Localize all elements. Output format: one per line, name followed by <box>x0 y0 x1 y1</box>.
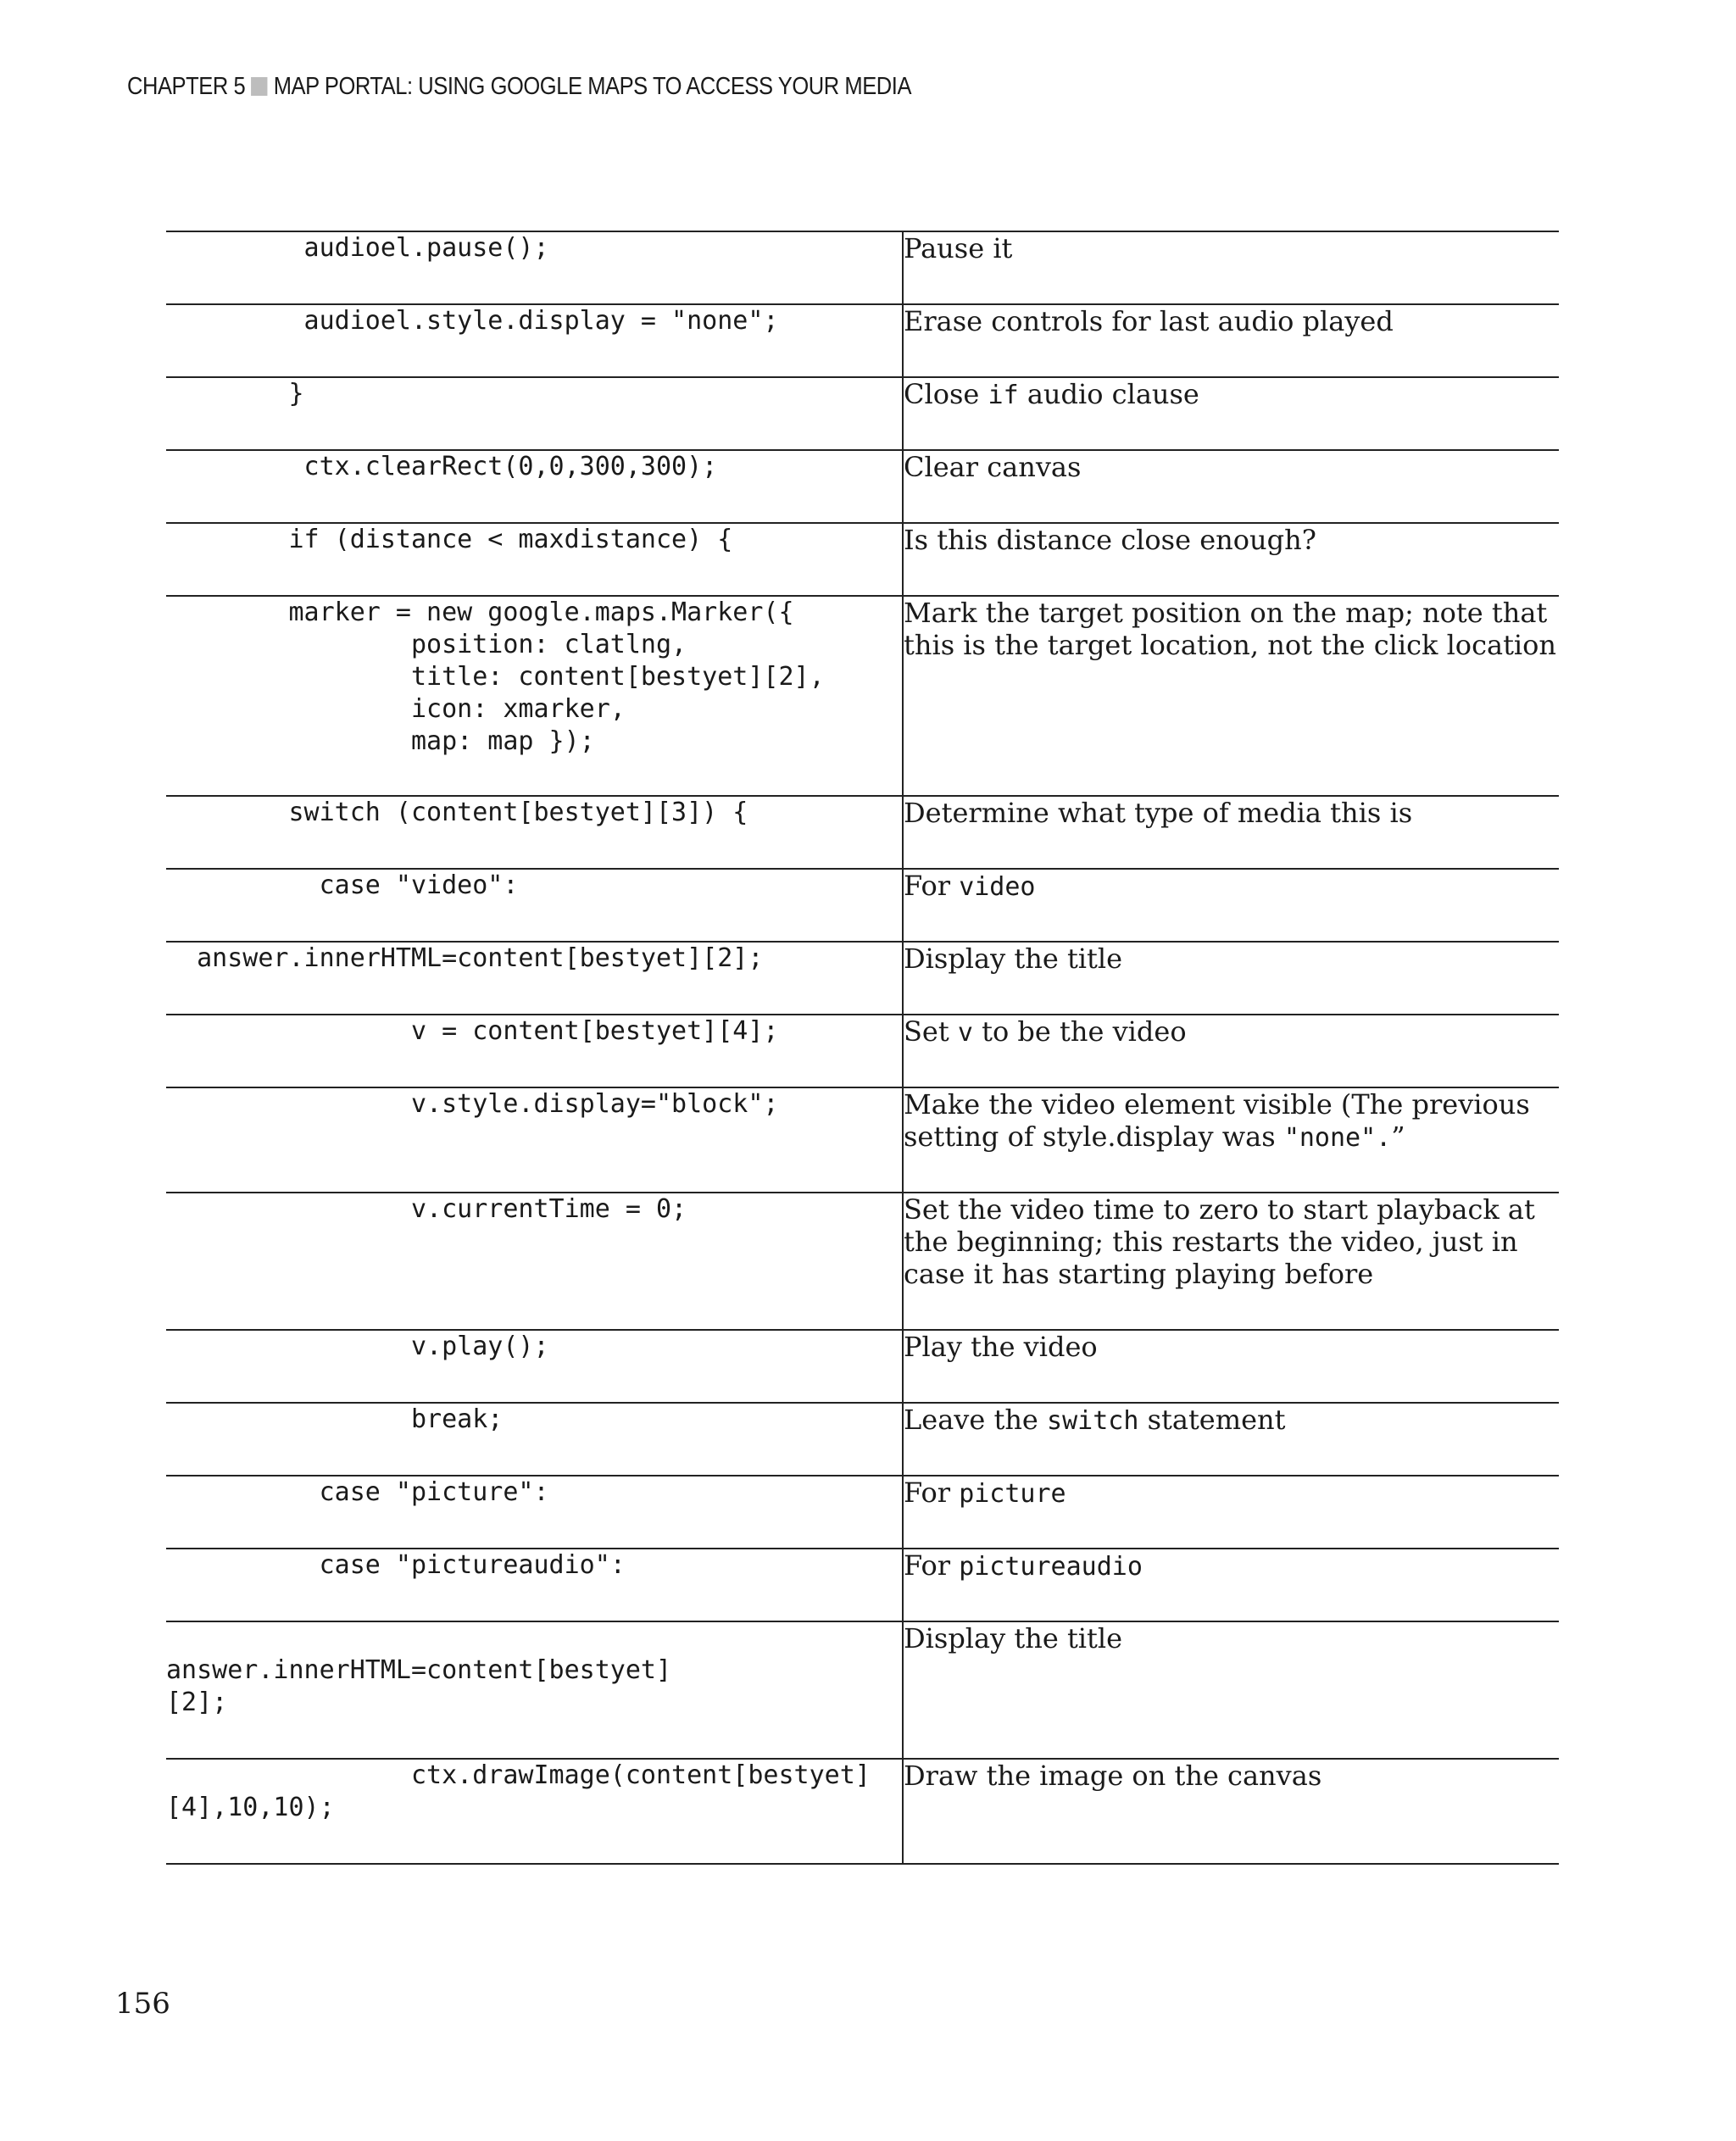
description-text: Make the video element visible (The previous setting of style.display was <box>904 1088 1530 1153</box>
description-cell <box>903 1403 1559 1476</box>
description-text: Mark the target position on the map; note that this is the target location, not the click location <box>904 597 1557 661</box>
table-row <box>166 596 1559 796</box>
description-text: For <box>904 870 960 902</box>
description-text: Clear canvas <box>904 451 1082 483</box>
inline-code: pictureaudio <box>959 1552 1143 1582</box>
square-separator-icon <box>251 77 267 96</box>
description-text: Play the video <box>904 1331 1098 1363</box>
description-cell <box>903 377 1559 450</box>
code-cell: answer.innerHTML=content[bestyet][2]; <box>166 942 903 1015</box>
code-cell: } <box>166 377 903 450</box>
table-row <box>166 1759 1559 1864</box>
code-cell: v.style.display="block"; <box>166 1087 903 1193</box>
description-cell <box>903 869 1559 942</box>
inline-code: video <box>959 872 1036 902</box>
description-text: For <box>904 1476 960 1509</box>
description-text: Set <box>904 1015 958 1048</box>
code-cell: ctx.clearRect(0,0,300,300); <box>166 450 903 523</box>
table-row <box>166 1015 1559 1087</box>
description-cell <box>903 231 1559 304</box>
description-cell <box>903 523 1559 596</box>
description-cell <box>903 1759 1559 1864</box>
table-row <box>166 1476 1559 1549</box>
table-row <box>166 796 1559 869</box>
code-cell: marker = new google.maps.Marker({ position: clatlng, title: content[bestyet][2], icon: xmarker, map: map }); <box>166 596 903 796</box>
description-text: Pause it <box>904 232 1013 264</box>
table-row <box>166 1330 1559 1403</box>
description-text-continued: to be the video <box>972 1015 1187 1048</box>
inline-code: if <box>988 381 1019 410</box>
description-cell <box>903 596 1559 796</box>
description-cell <box>903 450 1559 523</box>
table-row <box>166 231 1559 304</box>
table-row <box>166 1549 1559 1621</box>
inline-code: switch <box>1047 1406 1139 1436</box>
description-text: Display the title <box>904 1622 1123 1654</box>
chapter-title: MAP PORTAL: USING GOOGLE MAPS TO ACCESS YOUR MEDIA <box>273 73 912 100</box>
description-cell <box>903 1087 1559 1193</box>
description-text: Erase controls for last audio played <box>904 305 1394 337</box>
code-cell: audioel.pause(); <box>166 231 903 304</box>
description-cell <box>903 796 1559 869</box>
code-cell: case "video": <box>166 869 903 942</box>
description-cell <box>903 942 1559 1015</box>
description-cell <box>903 1621 1559 1759</box>
description-text: Close <box>904 378 988 410</box>
description-text: Leave the <box>904 1404 1048 1436</box>
inline-code: "none". <box>1283 1123 1392 1153</box>
inline-code: picture <box>959 1479 1066 1509</box>
code-cell: v.play(); <box>166 1330 903 1403</box>
description-text: Determine what type of media this is <box>904 797 1413 829</box>
description-text: For <box>904 1549 960 1582</box>
code-cell: switch (content[bestyet][3]) { <box>166 796 903 869</box>
table-row <box>166 450 1559 523</box>
description-text: Draw the image on the canvas <box>904 1760 1322 1792</box>
description-cell <box>903 1330 1559 1403</box>
table-row <box>166 1621 1559 1759</box>
description-text-continued: statement <box>1138 1404 1286 1436</box>
code-explanation-table <box>166 231 1559 1865</box>
page-number: 156 <box>115 1987 170 2021</box>
description-cell <box>903 1015 1559 1087</box>
description-text-continued: audio clause <box>1018 378 1199 410</box>
table-row <box>166 942 1559 1015</box>
table-row <box>166 1193 1559 1330</box>
table-row <box>166 304 1559 377</box>
code-cell: v = content[bestyet][4]; <box>166 1015 903 1087</box>
table-row <box>166 523 1559 596</box>
description-cell <box>903 1549 1559 1621</box>
description-text: Is this distance close enough? <box>904 524 1316 556</box>
description-cell <box>903 1193 1559 1330</box>
chapter-label: CHAPTER 5 <box>127 73 246 100</box>
description-cell <box>903 304 1559 377</box>
code-cell: if (distance < maxdistance) { <box>166 523 903 596</box>
description-text-continued: ” <box>1391 1121 1405 1153</box>
code-cell: case "picture": <box>166 1476 903 1549</box>
code-cell: case "pictureaudio": <box>166 1549 903 1621</box>
description-text: Display the title <box>904 943 1123 975</box>
code-cell: ctx.drawImage(content[bestyet] [4],10,10); <box>166 1759 903 1864</box>
table-row <box>166 869 1559 942</box>
code-cell: v.currentTime = 0; <box>166 1193 903 1330</box>
code-cell: answer.innerHTML=content[bestyet] [2]; <box>166 1621 903 1759</box>
table-row <box>166 377 1559 450</box>
running-header <box>127 73 911 101</box>
code-cell: break; <box>166 1403 903 1476</box>
table-row <box>166 1087 1559 1193</box>
code-cell: audioel.style.display = "none"; <box>166 304 903 377</box>
description-text: Set the video time to zero to start playback at the beginning; this restarts the video, just in case it has starting playing before <box>904 1193 1535 1290</box>
description-cell <box>903 1476 1559 1549</box>
inline-code: v <box>957 1018 973 1048</box>
table-row <box>166 1403 1559 1476</box>
